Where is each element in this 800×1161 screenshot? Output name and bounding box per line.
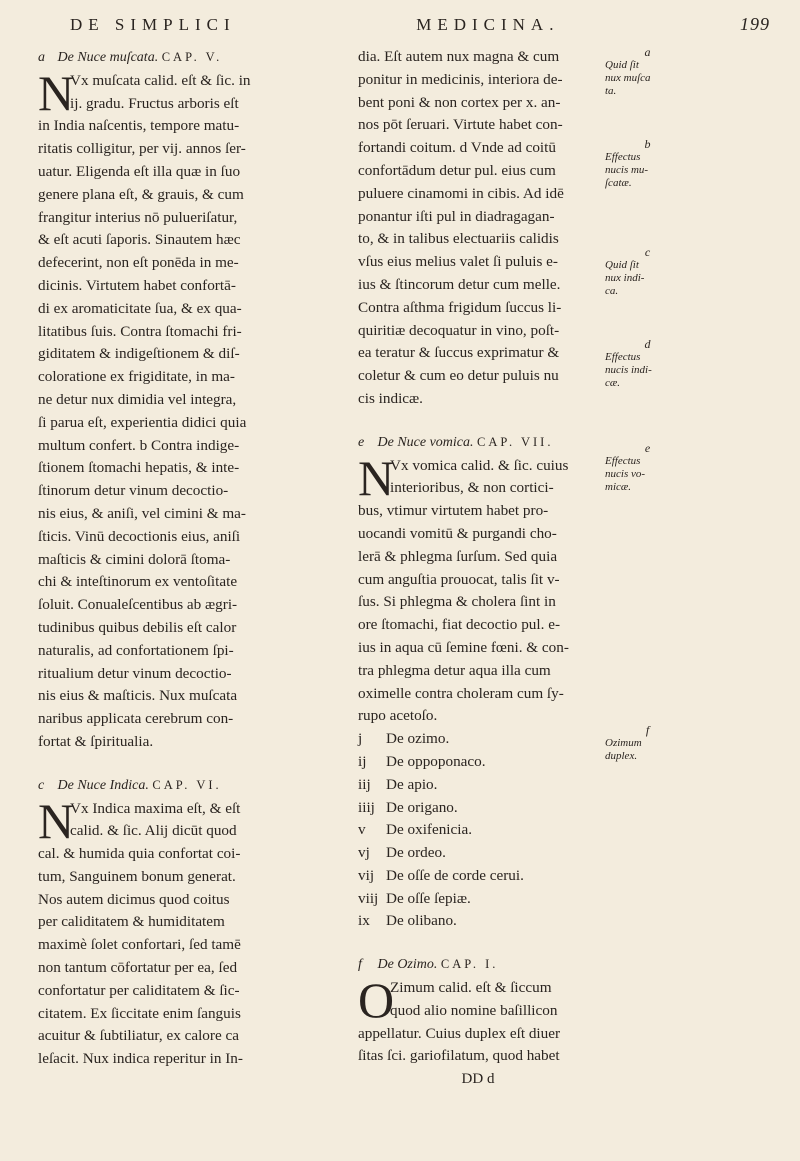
- margin-note-line: Effectus: [605, 455, 641, 467]
- text-line: coletur & cum eo detur puluis nu: [358, 367, 559, 385]
- chapter-entry: De oſſe ſepiæ.: [386, 889, 471, 907]
- text-line: confortādum detur pul. eius cum: [358, 161, 556, 179]
- text-line: ius in aqua cū ſemine fœni. & con-: [358, 638, 569, 656]
- text-line: dia. Eſt autem nux magna & cum: [358, 48, 560, 65]
- margin-note-line: ca.: [605, 285, 619, 297]
- chapter-number: iiij: [358, 798, 375, 816]
- text-line: leſacit. Nux indica reperitur in In-: [38, 1050, 243, 1068]
- text-lines: [358, 46, 598, 411]
- chapter-entry: De olibano.: [386, 912, 457, 930]
- chapter-label: CAP. VI.: [152, 777, 222, 792]
- text-line: coloratione ex frigiditate, in ma-: [38, 368, 235, 386]
- text-line: Vx Indica maxima eſt, & eſt: [70, 799, 241, 817]
- text-line: ſtionem ſtomachi hepatis, & inte-: [38, 459, 240, 477]
- section-title: [358, 953, 598, 977]
- text-line: ſi parua eſt, experientia didici quia: [38, 413, 247, 431]
- text-line: vſus eius melius valet ſi puluis e-: [358, 253, 558, 271]
- text-line: nos pōt ſeruari. Virtute habet con-: [358, 116, 563, 134]
- text-lines: [38, 843, 328, 1071]
- chapter-list-item: [358, 774, 598, 797]
- text-line: ſticis. Vinū decoctionis eius, aniſi: [38, 527, 241, 545]
- text-line: fortat & ſpiritualia.: [38, 732, 154, 750]
- text-line: genere plana eſt, & grauis, & cum: [38, 185, 244, 203]
- chapter-number: vj: [358, 844, 370, 862]
- chapter-entry: De origano.: [386, 798, 458, 816]
- note-letter: a: [38, 50, 45, 65]
- text-line: quod alio nomine baſillicon: [390, 1001, 558, 1019]
- margin-note-letter: c: [644, 245, 651, 259]
- section-heading: De Ozimo.: [377, 957, 438, 973]
- chapter-list: [358, 728, 598, 933]
- margin-note-line: Effectus: [605, 351, 641, 363]
- text-line: appellatur. Cuius duplex eſt diuer: [358, 1024, 561, 1042]
- chapter-number: v: [358, 821, 366, 839]
- margin-note-line: Quid ſit: [605, 259, 639, 271]
- section-heading: De Nuce Indica.: [57, 777, 149, 793]
- chapter-entry: De ozimo.: [386, 730, 450, 748]
- section-title: [38, 46, 328, 70]
- text-line: oximelle contra choleram cum ſy-: [358, 684, 564, 702]
- header-left: DE SIMPLICI: [70, 15, 236, 34]
- margin-note-letter: d: [644, 337, 651, 351]
- text-line: cis indicæ.: [358, 389, 423, 407]
- margin-note-line: Effectus: [605, 151, 641, 163]
- section-body: [358, 449, 598, 934]
- text-line: naturalis, ad confortationem ſpi-: [38, 641, 234, 659]
- chapter-label: CAP. VII.: [477, 434, 554, 449]
- text-line: litatibus ſuis. Contra ſtomachi fri-: [38, 322, 242, 340]
- text-line: nis eius & maſticis. Nux muſcata: [38, 687, 238, 705]
- section-heading: De Nuce muſcata.: [57, 50, 159, 65]
- text-line: uatur. Eligenda eſt illa quæ in ſuo: [38, 162, 241, 180]
- text-line: citatem. Ex ſiccitate enim ſanguis: [38, 1004, 241, 1022]
- chapter-entry: De oppoponaco.: [386, 752, 486, 770]
- text-line: maximè ſolet confortari, ſed tamē: [38, 936, 241, 954]
- chapter-list-item: [358, 797, 598, 820]
- text-line: non tantum cōfortatur per ea, ſed: [38, 959, 238, 977]
- text-line: ſoluit. Conualeſcentibus ab ægri-: [38, 596, 238, 614]
- section-body: [358, 972, 598, 1091]
- text-line: cal. & humida quia confortat coi-: [38, 845, 241, 863]
- chapter-list-item: [358, 842, 598, 865]
- drop-cap: O: [358, 972, 395, 1029]
- text-line: ſus. Si phlegma & cholera ſint in: [358, 593, 556, 611]
- text-line: frangitur interius nō pulueriſatur,: [38, 208, 238, 226]
- drop-cap: N: [358, 449, 395, 506]
- text-lines: [358, 500, 598, 728]
- margin-note-line: micæ.: [605, 481, 631, 493]
- text-line: calid. & ſic. Alij dicūt quod: [70, 822, 237, 840]
- text-line: puluere cinamomi in cibis. Ad idē: [358, 184, 564, 202]
- chapter-entry: De apio.: [386, 775, 438, 793]
- margin-note-line: nux indi-: [605, 272, 645, 284]
- chapter-number: viij: [358, 889, 379, 907]
- text-line: ore ſtomachi, fiat decoctio pul. e-: [358, 616, 560, 634]
- margin-note-line: Ozimum: [605, 737, 642, 749]
- chapter-list-item: [358, 819, 598, 842]
- section-title: [38, 774, 328, 798]
- margin-note-line: nucis mu-: [605, 164, 649, 176]
- text-line: fortandi coitum. d Vnde ad coitū: [358, 139, 556, 157]
- text-line: bus, vtimur virtutem habet pro-: [358, 502, 549, 520]
- text-line: multum confert. b Contra indige-: [38, 436, 240, 454]
- drop-cap: N: [38, 64, 75, 121]
- text-line: ritualium detur vinum decoctio-: [38, 664, 232, 682]
- margin-note-line: ta.: [605, 85, 617, 97]
- text-line: uocandi vomitū & purgandi cho-: [358, 524, 557, 542]
- margin-note: [605, 724, 690, 763]
- chapter-entry: De oſſe de corde cerui.: [386, 866, 524, 884]
- text-line: cum anguſtia prouocat, talis ſit v-: [358, 570, 560, 588]
- chapter-entry: De ordeo.: [386, 844, 446, 862]
- text-line: maſticis & cimini dolorā ſtoma-: [38, 550, 231, 568]
- section-body: [38, 64, 328, 754]
- margin-note: [605, 246, 690, 298]
- chapter-number: ij: [358, 752, 367, 770]
- text-line: ea teratur & ſuccus exprimatur &: [358, 344, 560, 362]
- margin-note: [605, 138, 690, 190]
- text-line: interioribus, & non cortici-: [390, 479, 554, 497]
- margin-note-letter: e: [644, 441, 651, 455]
- section-heading: De Nuce vomica.: [377, 434, 474, 450]
- margin-note: [605, 442, 690, 494]
- margin-note: [605, 338, 690, 390]
- section-body: [38, 792, 328, 1072]
- chapter-list-item: [358, 910, 598, 933]
- text-line: tum, Sanguinem bonum generat.: [38, 867, 236, 885]
- running-header: [70, 14, 770, 35]
- drop-cap: N: [38, 792, 75, 849]
- text-line: per caliditatem & humiditatem: [38, 913, 225, 931]
- text-line: to, & in talibus electuariis calidis: [358, 230, 559, 248]
- header-center: MEDICINA.: [416, 15, 560, 34]
- chapter-entry: De oxifenicia.: [386, 821, 473, 839]
- chapter-label: CAP. V.: [161, 50, 223, 64]
- chapter-list-item: [358, 888, 598, 911]
- margin-note-line: cæ.: [605, 377, 620, 389]
- text-line: Nos autem dicimus quod coitus: [38, 890, 230, 908]
- text-line: giditatem & indigeſtionem & diſ-: [38, 345, 240, 363]
- text-lines: [38, 115, 328, 753]
- text-line: rupo acetoſo.: [358, 707, 438, 725]
- note-letter: e: [358, 434, 365, 450]
- text-line: tudinibus quibus debilis eſt calor: [38, 618, 237, 636]
- text-line: quiritiæ decoquatur in vino, poſt-: [358, 321, 560, 339]
- text-line: bent poni & non cortex per x. an-: [358, 93, 561, 111]
- text-line: Vx muſcata calid. eſt & ſic. in: [70, 71, 251, 89]
- chapter-number: vij: [358, 866, 375, 884]
- chapter-number: ix: [358, 912, 370, 930]
- margin-notes: [605, 46, 690, 763]
- text-line: ponantur iſti pul in diadragagan-: [358, 207, 555, 225]
- text-line: defecerint, non eſt ponēda in me-: [38, 254, 239, 272]
- text-line: naribus applicata cerebrum con-: [38, 710, 234, 728]
- margin-note-line: duplex.: [605, 750, 638, 762]
- text-line: ius & ſtincorum detur cum melle.: [358, 275, 561, 293]
- text-line: di ex aromaticitate ſua, & ex qua-: [38, 299, 242, 317]
- text-line: ponitur in medicinis, interiora de-: [358, 70, 563, 88]
- right-column: [358, 46, 598, 1091]
- left-column: [38, 46, 328, 1071]
- signature-mark: DD d: [461, 1071, 495, 1088]
- text-line: & eſt acuti ſaporis. Sinautem hæc: [38, 231, 241, 249]
- chapter-list-item: [358, 751, 598, 774]
- margin-note-letter: a: [644, 45, 651, 59]
- note-letter: c: [38, 777, 45, 793]
- chapter-number: iij: [358, 775, 371, 793]
- note-letter: f: [358, 957, 362, 973]
- text-line: ne detur nux dimidia vel integra,: [38, 390, 237, 408]
- text-line: Zimum calid. eſt & ſiccum: [390, 979, 552, 997]
- text-line: Contra aſthma frigidum ſuccus li-: [358, 298, 562, 316]
- margin-note-line: nucis vo-: [605, 468, 646, 480]
- margin-note: [605, 46, 690, 98]
- chapter-number: j: [358, 730, 363, 748]
- text-line: lerā & phlegma ſurſum. Sed quia: [358, 547, 558, 565]
- text-line: ſtinorum detur vinum decoctio-: [38, 482, 229, 500]
- text-line: ſitas ſci. gariofilatum, quod habet: [358, 1047, 560, 1065]
- page-number: 199: [740, 14, 770, 34]
- text-line: Vx vomica calid. & ſic. cuius: [390, 456, 569, 474]
- margin-note-letter: b: [644, 137, 651, 151]
- text-line: tra phlegma detur aqua illa cum: [358, 661, 551, 679]
- margin-note-line: ſcatæ.: [605, 177, 632, 189]
- text-line: acuitur & ſubtiliatur, ex calore ca: [38, 1027, 239, 1045]
- text-line: in India naſcentis, tempore matu-: [38, 117, 240, 135]
- margin-note-line: nucis indi-: [605, 364, 652, 376]
- chapter-label: CAP. I.: [440, 957, 499, 972]
- text-line: ij. gradu. Fructus arboris eſt: [70, 94, 239, 112]
- text-lines: [358, 1023, 598, 1069]
- chapter-list-item: [358, 728, 598, 751]
- margin-note-line: nux muſca: [605, 72, 651, 84]
- text-line: chi & inteſtinorum ex ventoſitate: [38, 573, 238, 591]
- text-line: nis eius, & aniſi, vel cimini & ma-: [38, 504, 246, 522]
- margin-note-line: Quid ſit: [605, 59, 639, 71]
- text-line: dicinis. Virtutem habet confortā-: [38, 276, 236, 294]
- margin-note-letter: f: [645, 723, 650, 737]
- chapter-list-item: [358, 865, 598, 888]
- text-line: confortatur per caliditatem & ſic-: [38, 981, 240, 999]
- section-title: [358, 431, 598, 455]
- text-line: ritatis colligitur, per vij. annos ſer-: [38, 140, 246, 158]
